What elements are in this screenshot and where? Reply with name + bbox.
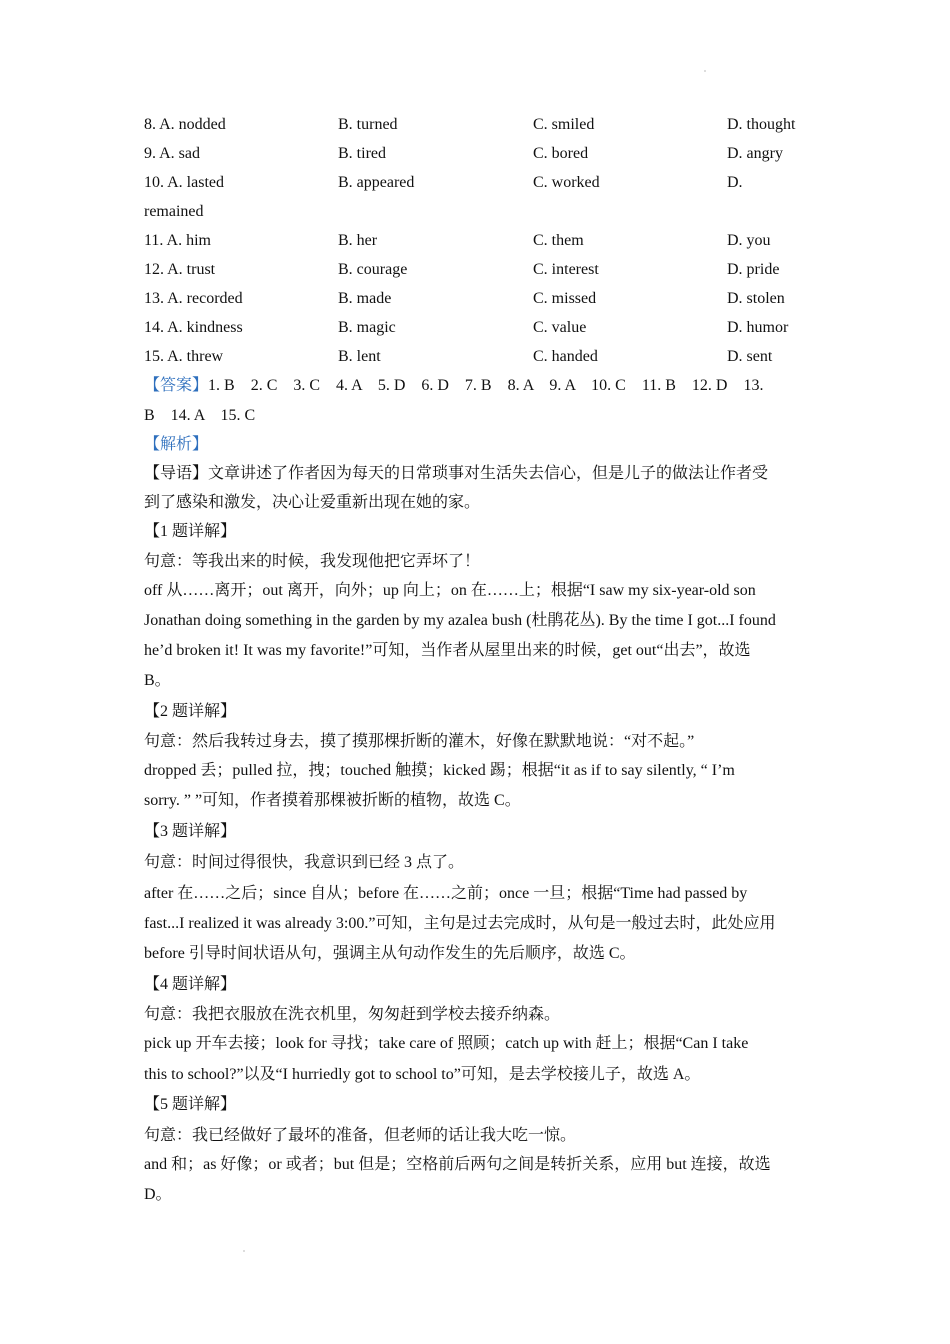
option-row — [144, 256, 824, 284]
option-d: D. pride — [727, 261, 780, 278]
option-a: 10. A. lasted — [144, 174, 224, 191]
q1-explain: Jonathan doing something in the garden by my azalea bush (杜鹃花丛). By the time I got...I found — [144, 612, 776, 629]
q1-title: 【1 题详解】 — [144, 523, 237, 540]
option-a: 12. A. trust — [144, 261, 216, 278]
option-a: 13. A. recorded — [144, 290, 243, 307]
option-b: B. magic — [338, 319, 396, 336]
option-c: C. value — [533, 319, 587, 336]
option-c: C. handed — [533, 348, 598, 365]
option-a: remained — [144, 203, 204, 220]
q5-title: 【5 题详解】 — [144, 1096, 237, 1113]
q5-explain: D。 — [144, 1186, 172, 1203]
option-a: 14. A. kindness — [144, 319, 243, 336]
option-a: 11. A. him — [144, 232, 211, 249]
q4-meaning: 句意：我把衣服放在洗衣机里，匆匆赶到学校去接乔纳森。 — [144, 1006, 561, 1023]
option-a: 9. A. sad — [144, 145, 200, 162]
option-d: D. you — [727, 232, 771, 249]
answer-label: 【答案】 — [144, 377, 209, 394]
q2-explain: dropped 丢；pulled 拉，拽；touched 触摸；kicked 踢；根据“it as if to say silently, “ I’m — [144, 762, 735, 779]
q3-explain: after 在……之后；since 自从；before 在……之前；once 一旦；根据“Time had passed by — [144, 885, 748, 902]
option-c: C. missed — [533, 290, 597, 307]
option-c: C. bored — [533, 145, 589, 162]
option-d: D. sent — [727, 348, 773, 365]
q3-meaning: 句意：时间过得很快，我意识到已经 3 点了。 — [144, 854, 465, 871]
option-c: C. smiled — [533, 116, 595, 133]
q4-title: 【4 题详解】 — [144, 976, 237, 993]
q2-explain: sorry. ” ”可知，作者摸着那棵被折断的植物，故选 C。 — [144, 792, 521, 809]
q2-title: 【2 题详解】 — [144, 703, 237, 720]
option-row-wrap — [144, 198, 824, 226]
analysis-label: 【解析】 — [144, 436, 209, 453]
option-row — [144, 227, 824, 255]
option-b: B. her — [338, 232, 378, 249]
q2-meaning: 句意：然后我转过身去，摸了摸那棵折断的灌木，好像在默默地说：“对不起。” — [144, 733, 695, 750]
q1-explain: B。 — [144, 672, 171, 689]
option-row — [144, 285, 824, 313]
q1-explain: off 从……离开；out 离开，向外；up 向上；on 在……上；根据“I saw my six-year-old son — [144, 582, 756, 599]
option-b: B. courage — [338, 261, 408, 278]
scan-speck — [243, 1250, 245, 1252]
option-a: 15. A. threw — [144, 348, 224, 365]
q3-title: 【3 题详解】 — [144, 823, 237, 840]
option-b: B. appeared — [338, 174, 415, 191]
option-row — [144, 314, 824, 342]
option-row — [144, 140, 824, 168]
option-b: B. turned — [338, 116, 398, 133]
q4-explain: pick up 开车去接；look for 寻找；take care of 照顾；catch up with 赶上；根据“Can I take — [144, 1035, 749, 1052]
option-b: B. made — [338, 290, 392, 307]
answer-keys: 1. B 2. C 3. C 4. A 5. D 6. D 7. B 8. A 9. A 10. C 11. B 12. D 13. — [208, 377, 764, 394]
option-a: 8. A. nodded — [144, 116, 226, 133]
option-row — [144, 343, 824, 371]
option-c: C. interest — [533, 261, 599, 278]
q4-explain: this to school?”以及“I hurriedly got to school to”可知，是去学校接儿子，故选 A。 — [144, 1066, 701, 1083]
option-row — [144, 111, 824, 139]
q3-explain: before 引导时间状语从句，强调主从句动作发生的先后顺序，故选 C。 — [144, 945, 636, 962]
option-d: D. — [727, 174, 743, 191]
option-c: C. them — [533, 232, 584, 249]
option-row — [144, 169, 824, 197]
answer-line — [144, 371, 814, 401]
option-d: D. stolen — [727, 290, 785, 307]
intro-text-cont: 到了感染和激发，决心让爱重新出现在她的家。 — [144, 494, 481, 511]
option-d: D. thought — [727, 116, 796, 133]
q1-meaning: 句意：等我出来的时候，我发现他把它弄坏了！ — [144, 553, 481, 570]
answer-keys-cont: B 14. A 15. C — [144, 407, 256, 424]
q5-meaning: 句意：我已经做好了最坏的准备，但老师的话让我大吃一惊。 — [144, 1127, 577, 1144]
option-c: C. worked — [533, 174, 600, 191]
scan-speck — [704, 70, 706, 72]
option-b: B. tired — [338, 145, 386, 162]
intro-text: 【导语】文章讲述了作者因为每天的日常琐事对生活失去信心，但是儿子的做法让作者受 — [144, 465, 769, 482]
option-d: D. angry — [727, 145, 783, 162]
q1-explain: he’d broken it! It was my favorite!”可知，当作者从屋里出来的时候，get out“出去”，故选 — [144, 642, 751, 659]
q3-explain: fast...I realized it was already 3:00.”可知，主句是过去完成时，从句是一般过去时，此处应用 — [144, 915, 776, 932]
q5-explain: and 和；as 好像；or 或者；but 但是；空格前后两句之间是转折关系，应用 but 连接，故选 — [144, 1156, 771, 1173]
option-d: D. humor — [727, 319, 789, 336]
option-b: B. lent — [338, 348, 381, 365]
